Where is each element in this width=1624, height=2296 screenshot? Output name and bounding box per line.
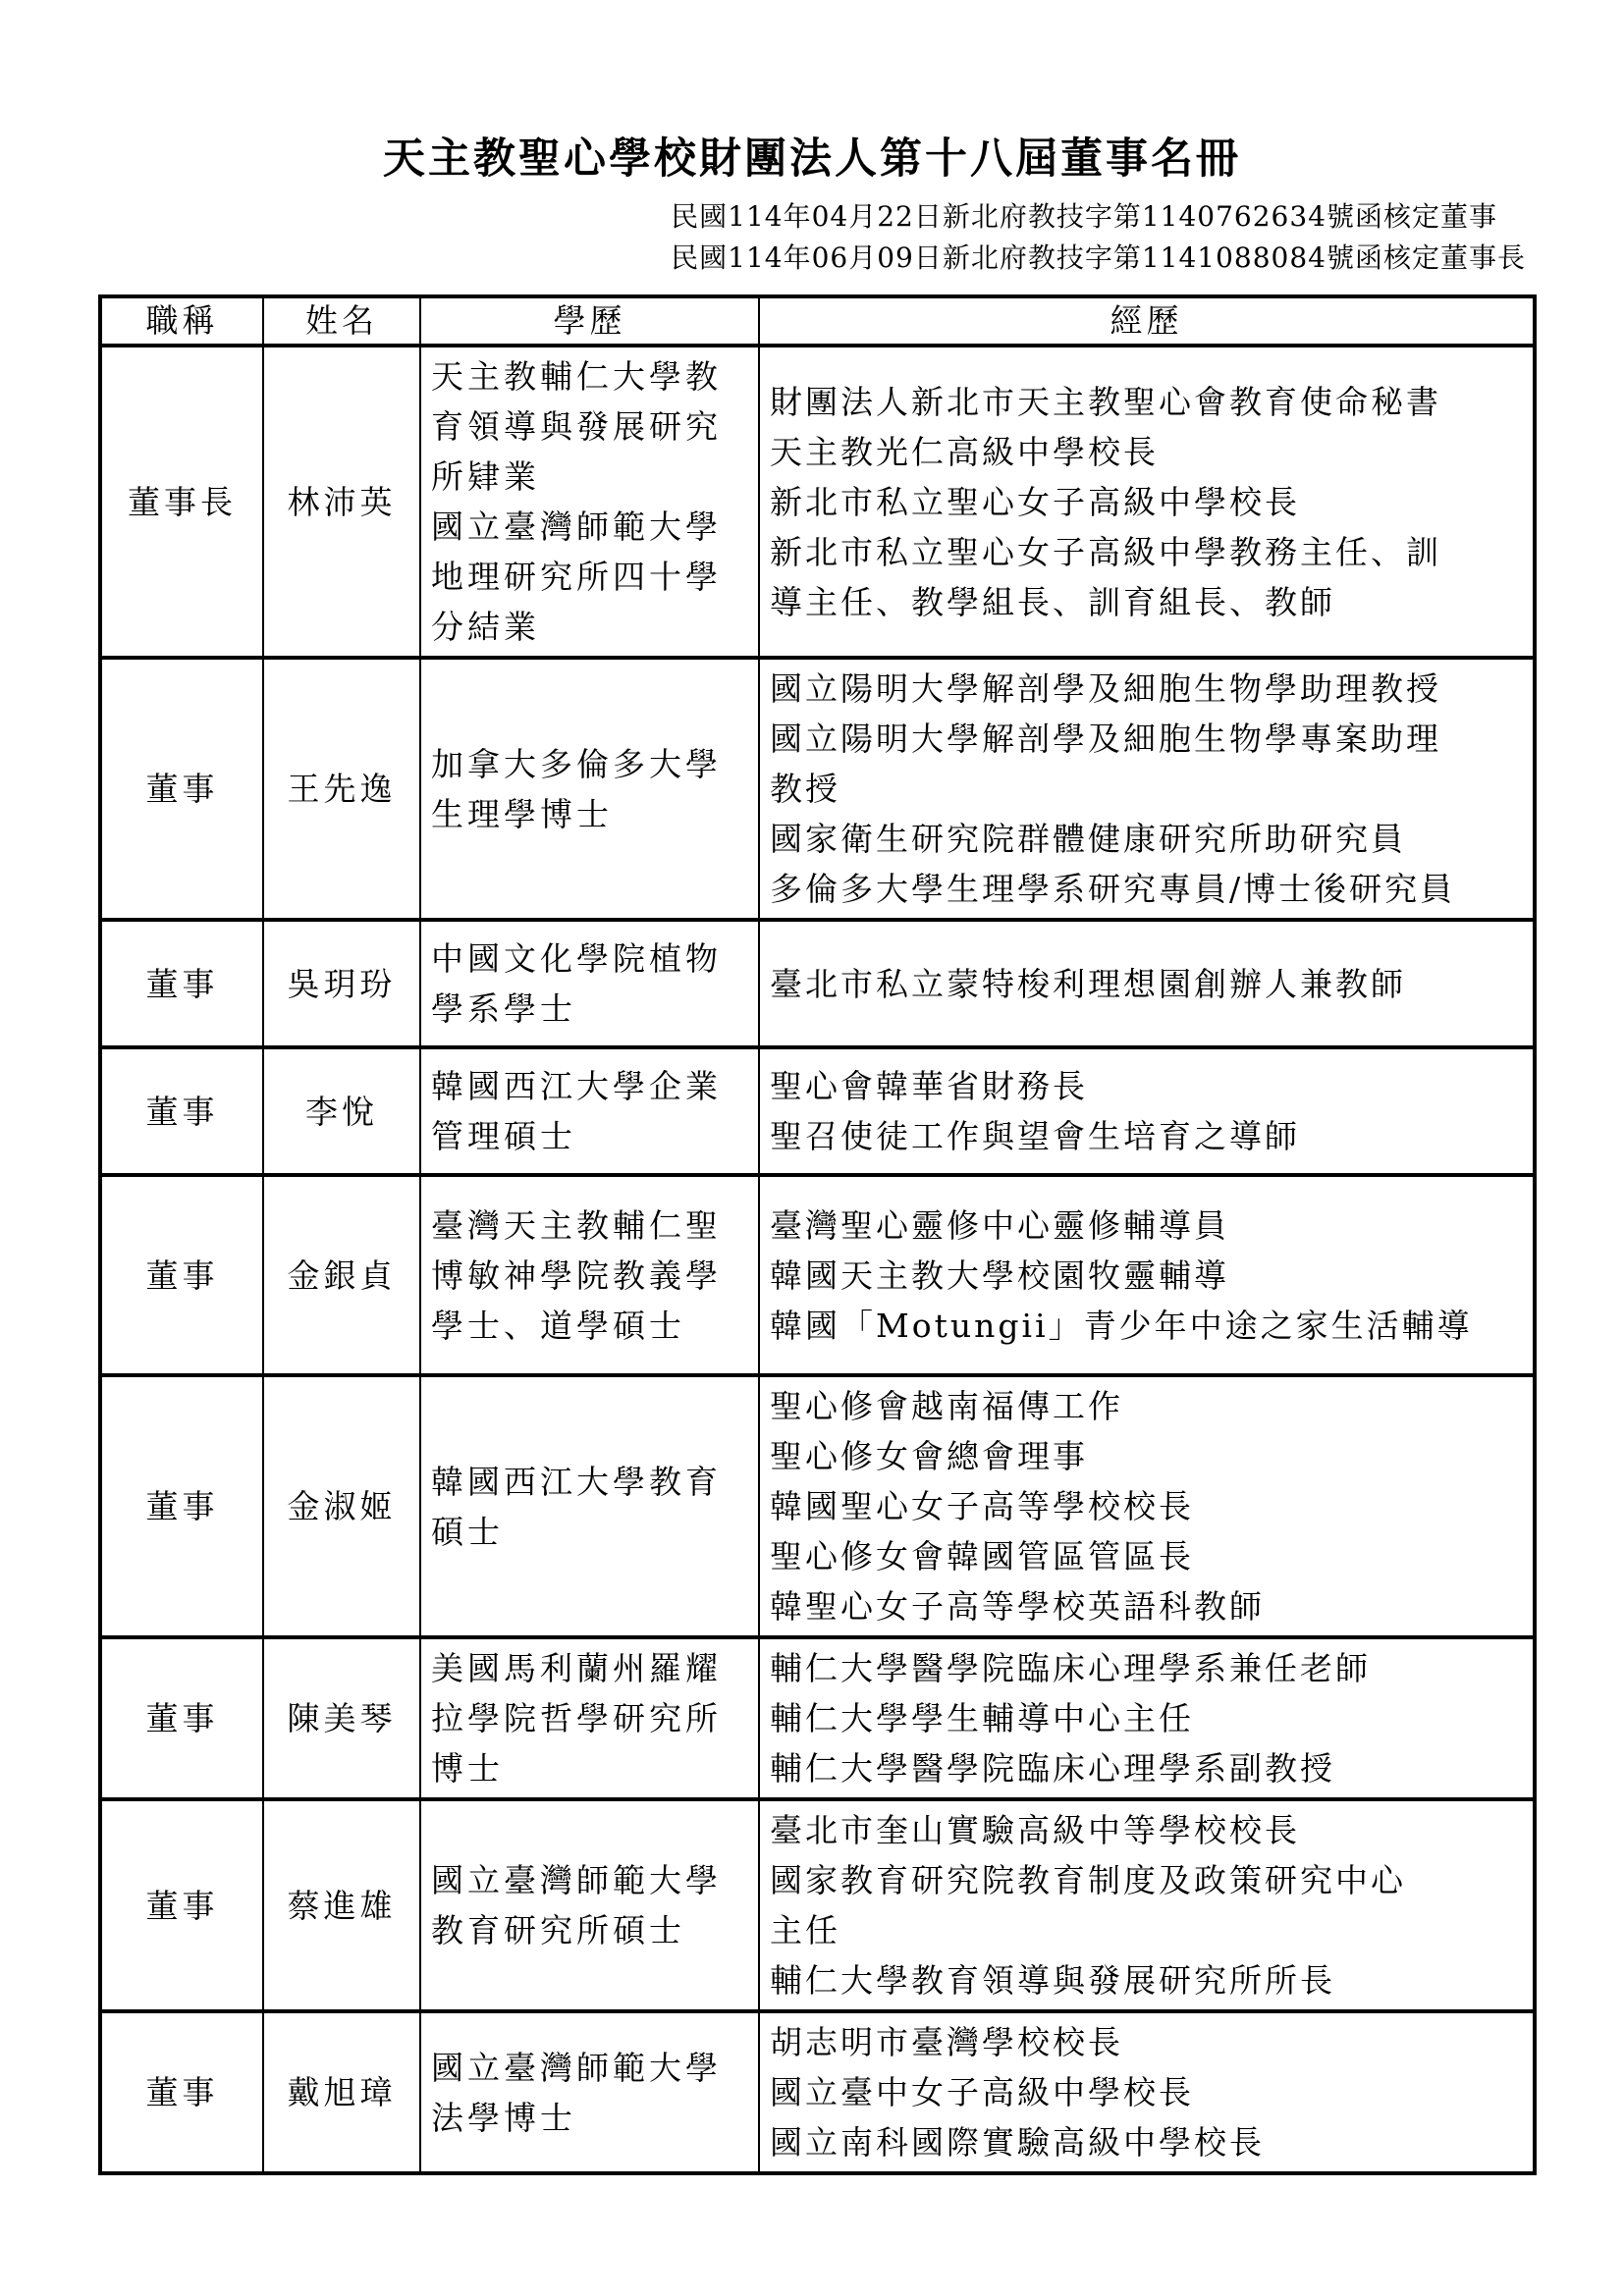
member-education xyxy=(420,346,759,658)
member-name: 戴旭璋 xyxy=(263,2011,420,2173)
experience-line: 臺北市奎山實驗高級中等學校校長 xyxy=(770,1811,1300,1849)
member-education xyxy=(420,1637,759,1799)
education-line: 國立臺灣師範大學 xyxy=(431,2048,722,2087)
experience-line: 導主任、教學組長、訓育組長、教師 xyxy=(770,582,1335,621)
header-title: 職稱 xyxy=(100,296,263,346)
member-name: 王先逸 xyxy=(263,658,420,920)
experience-line: 新北市私立聖心女子高級中學校長 xyxy=(770,482,1300,521)
education-line: 所肄業 xyxy=(431,457,540,496)
member-name: 金淑姬 xyxy=(263,1375,420,1637)
education-line: 臺灣天主教輔仁聖 xyxy=(431,1205,722,1245)
table-row xyxy=(100,1047,1535,1175)
member-name: 吳玥玢 xyxy=(263,920,420,1047)
approval-notes xyxy=(671,196,1526,279)
member-experience xyxy=(759,1799,1535,2011)
education-line: 韓國西江大學教育 xyxy=(431,1462,722,1501)
member-experience xyxy=(759,2011,1535,2173)
experience-line: 聖心會韓華省財務長 xyxy=(770,1067,1088,1105)
experience-line: 臺北市私立蒙特梭利理想園創辦人兼教師 xyxy=(770,964,1406,1003)
member-name: 李悅 xyxy=(263,1047,420,1175)
experience-line: 天主教光仁高級中學校長 xyxy=(770,432,1159,471)
experience-line: 聖召使徒工作與望會生培育之導師 xyxy=(770,1117,1300,1155)
table-row xyxy=(100,1799,1535,2011)
education-line: 天主教輔仁大學教 xyxy=(431,357,722,396)
education-line: 博士 xyxy=(431,1749,504,1788)
education-line: 國立臺灣師範大學 xyxy=(431,1861,722,1899)
member-title: 董事 xyxy=(100,2011,263,2173)
member-title: 董事 xyxy=(100,920,263,1047)
approval-note-chairman: 民國114年06月09日新北府教技字第1141088084號函核定董事長 xyxy=(671,241,1526,274)
header-education: 學歷 xyxy=(420,296,759,346)
member-experience xyxy=(759,1175,1535,1375)
member-name: 林沛英 xyxy=(263,346,420,658)
experience-line: 韓國聖心女子高等學校校長 xyxy=(770,1487,1194,1525)
experience-line: 新北市私立聖心女子高級中學教務主任、訓 xyxy=(770,532,1441,571)
education-line: 學士、道學碩士 xyxy=(431,1306,685,1345)
education-line: 國立臺灣師範大學 xyxy=(431,507,722,546)
member-experience xyxy=(759,346,1535,658)
experience-line: 韓國「Motungii」青少年中途之家生活輔導 xyxy=(770,1306,1473,1345)
education-line: 加拿大多倫多大學 xyxy=(431,744,722,783)
table-row xyxy=(100,1375,1535,1637)
table-header-row xyxy=(100,296,1535,346)
approval-note-directors: 民國114年04月22日新北府教技字第1140762634號函核定董事 xyxy=(671,200,1497,233)
table-row xyxy=(100,2011,1535,2173)
experience-line: 輔仁大學教育領導與發展研究所所長 xyxy=(770,1961,1335,2000)
member-name: 陳美琴 xyxy=(263,1637,420,1799)
education-line: 生理學博士 xyxy=(431,794,613,833)
table-row xyxy=(100,658,1535,920)
education-line: 育領導與發展研究 xyxy=(431,407,722,446)
education-line: 拉學院哲學研究所 xyxy=(431,1699,722,1737)
experience-line: 胡志明市臺灣學校校長 xyxy=(770,2023,1123,2061)
education-line: 分結業 xyxy=(431,608,540,646)
member-title: 董事 xyxy=(100,1175,263,1375)
member-name: 金銀貞 xyxy=(263,1175,420,1375)
experience-line: 輔仁大學醫學院臨床心理學系兼任老師 xyxy=(770,1649,1371,1687)
education-line: 中國文化學院植物 xyxy=(431,939,722,978)
education-line: 碩士 xyxy=(431,1512,504,1551)
member-education xyxy=(420,1047,759,1175)
member-education xyxy=(420,1799,759,2011)
document-title: 天主教聖心學校財團法人第十八屆董事名冊 xyxy=(383,134,1241,184)
member-education xyxy=(420,1175,759,1375)
education-line: 地理研究所四十學 xyxy=(431,558,722,596)
experience-line: 國家教育研究院教育制度及政策研究中心 xyxy=(770,1861,1406,1899)
experience-line: 財團法人新北市天主教聖心會教育使命秘書 xyxy=(770,382,1441,421)
member-title: 董事 xyxy=(100,1375,263,1637)
experience-line: 聖心修女會韓國管區管區長 xyxy=(770,1537,1194,1575)
member-title: 董事 xyxy=(100,1047,263,1175)
table-body xyxy=(100,346,1535,2173)
experience-line: 主任 xyxy=(770,1911,840,1949)
education-line: 博敏神學院教義學 xyxy=(431,1255,722,1295)
experience-line: 輔仁大學學生輔導中心主任 xyxy=(770,1699,1194,1737)
member-experience xyxy=(759,1047,1535,1175)
experience-line: 國立陽明大學解剖學及細胞生物學助理教授 xyxy=(770,669,1441,708)
education-line: 韓國西江大學企業 xyxy=(431,1067,722,1105)
header-name: 姓名 xyxy=(263,296,420,346)
experience-line: 教授 xyxy=(770,770,840,808)
experience-line: 臺灣聖心靈修中心靈修輔導員 xyxy=(770,1205,1229,1245)
table-row xyxy=(100,1637,1535,1799)
experience-line: 國立南科國際實驗高級中學校長 xyxy=(770,2123,1265,2162)
member-experience xyxy=(759,1375,1535,1637)
experience-line: 輔仁大學醫學院臨床心理學系副教授 xyxy=(770,1749,1335,1788)
education-line: 法學博士 xyxy=(431,2098,576,2137)
member-education xyxy=(420,2011,759,2173)
experience-line: 聖心修女會總會理事 xyxy=(770,1437,1088,1475)
table-row xyxy=(100,346,1535,658)
experience-line: 聖心修會越南福傳工作 xyxy=(770,1387,1123,1425)
experience-line: 國立臺中女子高級中學校長 xyxy=(770,2073,1194,2111)
experience-line: 國立陽明大學解剖學及細胞生物學專案助理 xyxy=(770,720,1441,758)
table-row xyxy=(100,1175,1535,1375)
member-education xyxy=(420,1375,759,1637)
member-experience xyxy=(759,1637,1535,1799)
member-education xyxy=(420,920,759,1047)
education-line: 管理碩士 xyxy=(431,1117,576,1155)
experience-line: 韓聖心女子高等學校英語科教師 xyxy=(770,1587,1265,1626)
experience-line: 多倫多大學生理學系研究專員/博士後研究員 xyxy=(770,870,1456,908)
experience-line: 韓國天主教大學校園牧靈輔導 xyxy=(770,1255,1229,1295)
table-row xyxy=(100,920,1535,1047)
member-title: 董事長 xyxy=(100,346,263,658)
member-title: 董事 xyxy=(100,658,263,920)
member-title: 董事 xyxy=(100,1799,263,2011)
experience-line: 國家衛生研究院群體健康研究所助研究員 xyxy=(770,820,1406,858)
education-line: 教育研究所碩士 xyxy=(431,1911,685,1949)
education-line: 學系學士 xyxy=(431,989,576,1028)
member-experience xyxy=(759,658,1535,920)
header-experience: 經歷 xyxy=(759,296,1535,346)
member-name: 蔡進雄 xyxy=(263,1799,420,2011)
education-line: 美國馬利蘭州羅耀 xyxy=(431,1649,722,1687)
board-roster-table xyxy=(98,294,1537,2175)
member-education xyxy=(420,658,759,920)
member-experience xyxy=(759,920,1535,1047)
member-title: 董事 xyxy=(100,1637,263,1799)
